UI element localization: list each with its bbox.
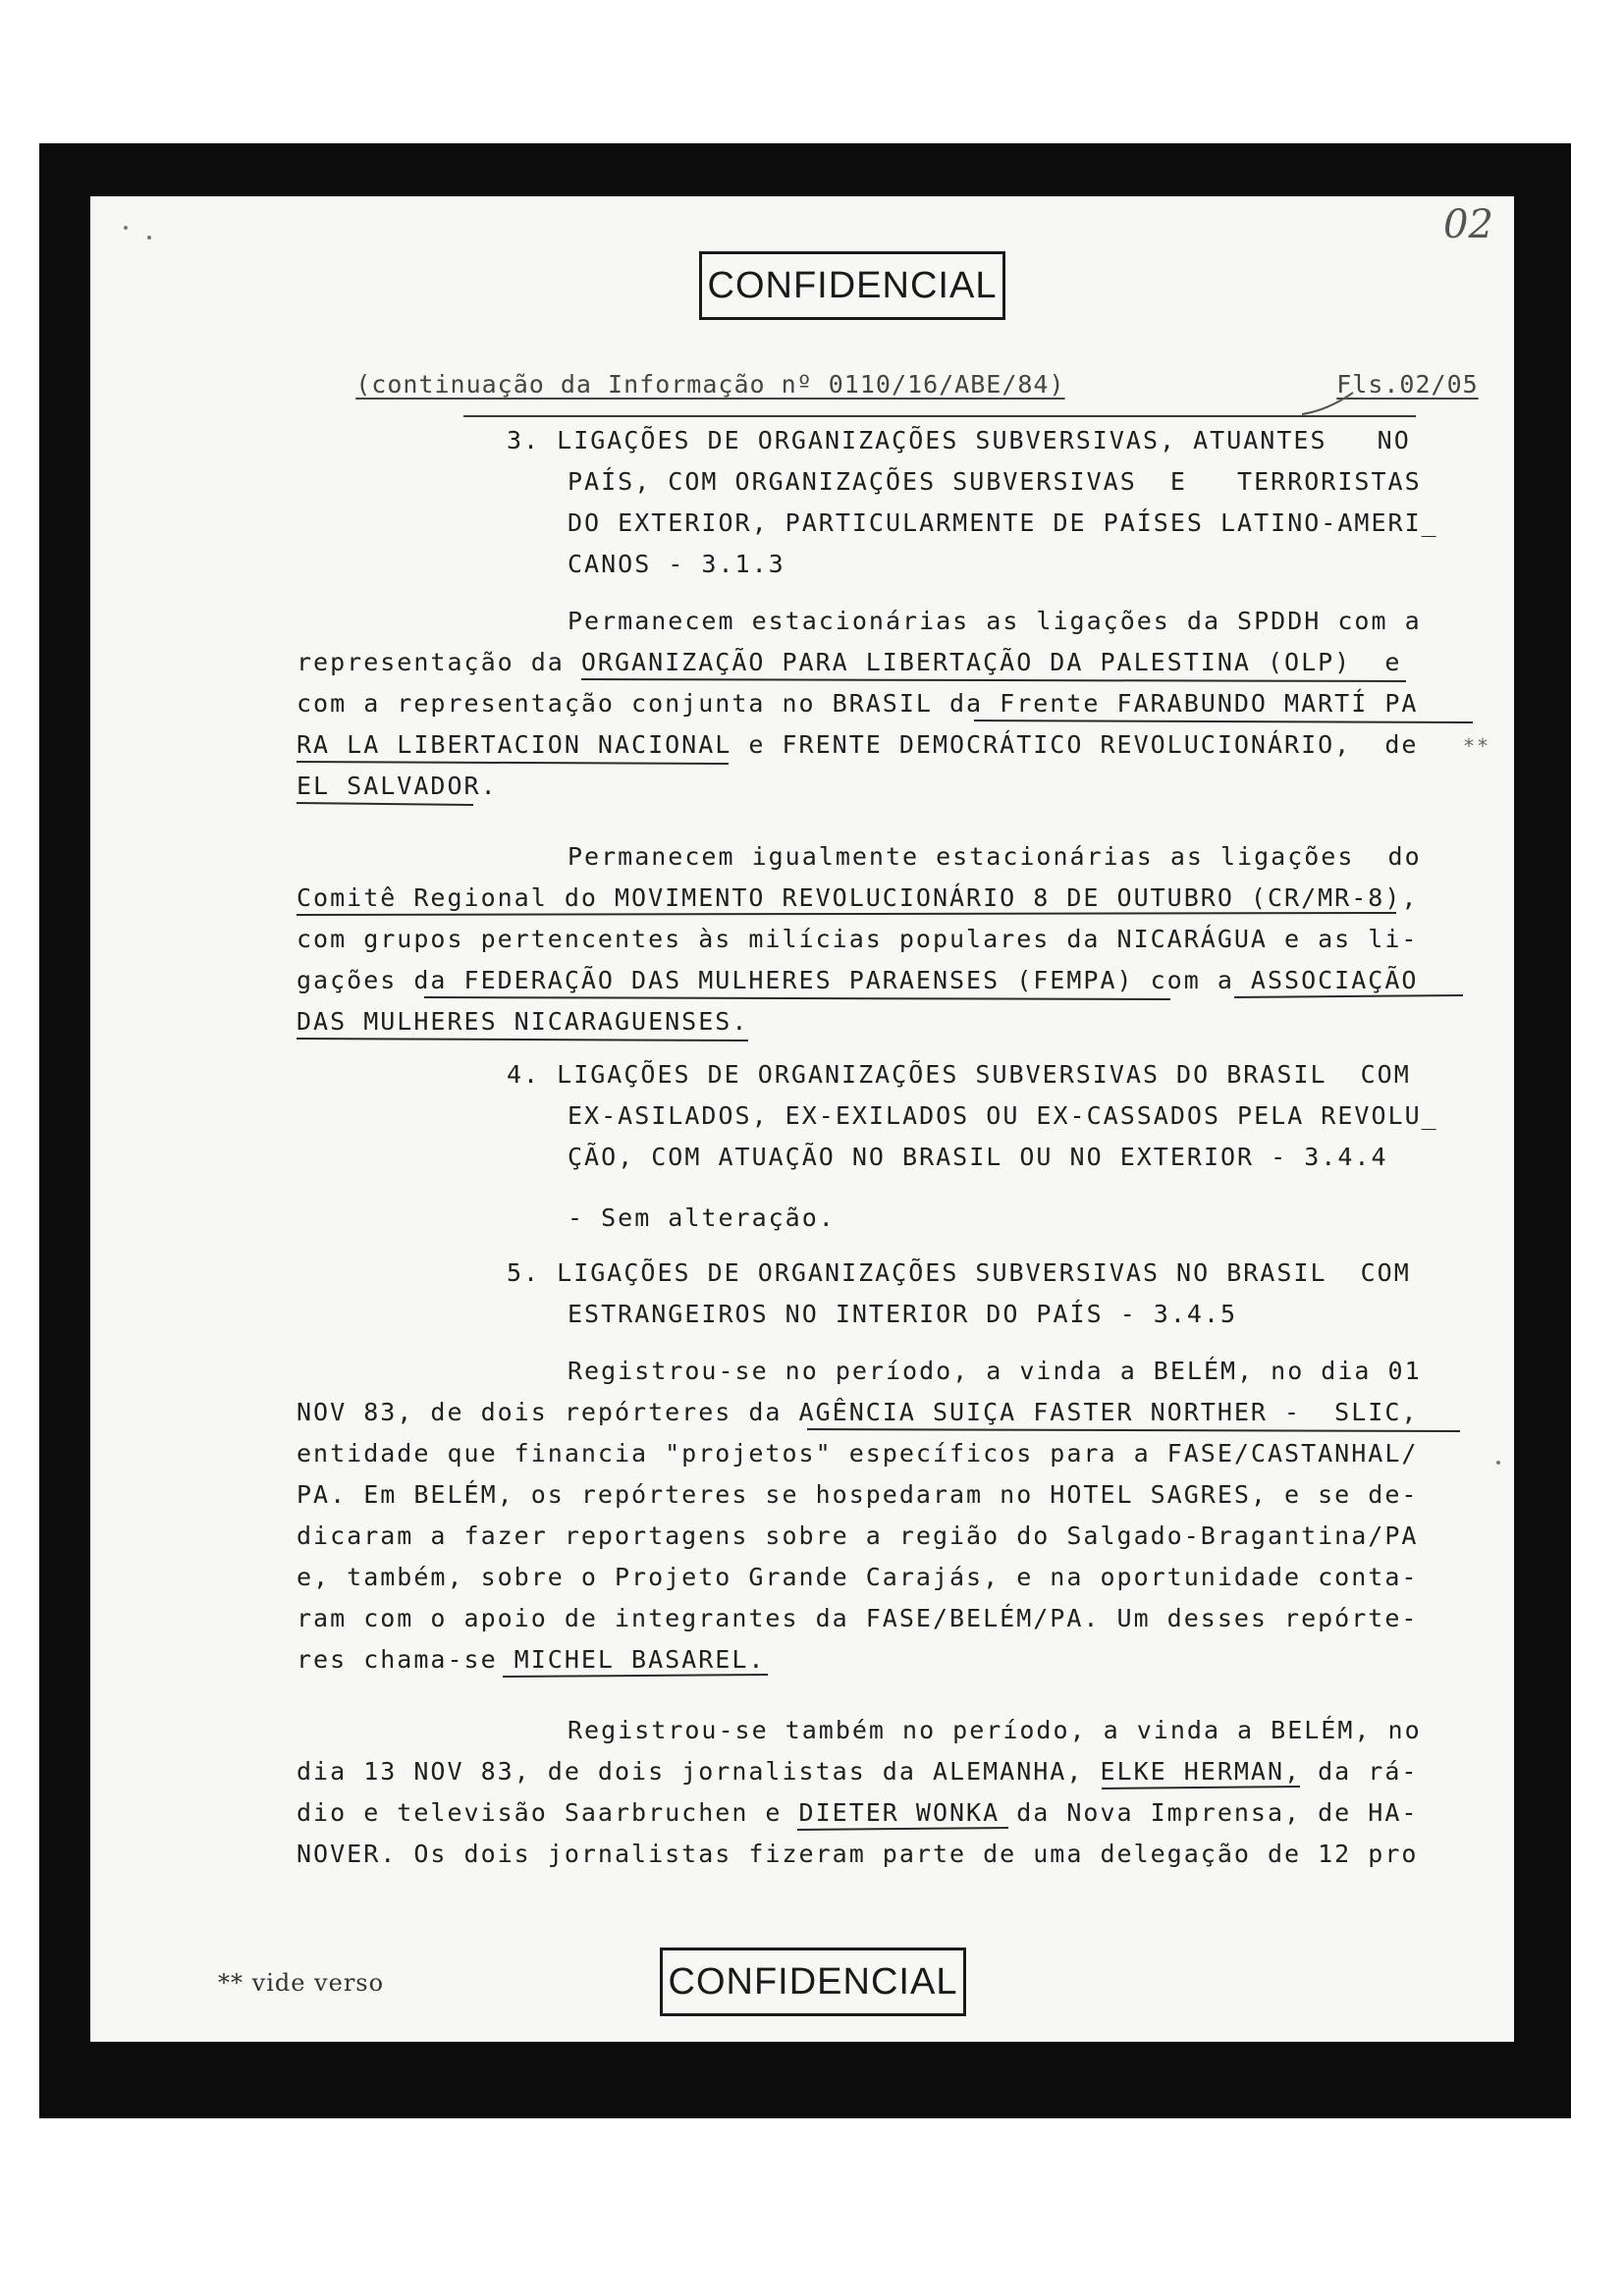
margin-note: **: [1463, 734, 1491, 758]
paragraph-line: com a representação conjunta no BRASIL da Frente FARABUNDO MARTÍ PA: [297, 689, 1419, 718]
confidential-stamp-top: CONFIDENCIAL: [699, 251, 1005, 320]
section-4-heading-line-2: EX-ASILADOS, EX-EXILADOS OU EX-CASSADOS PELA REVOLU_: [568, 1101, 1438, 1130]
paragraph-line: Permanecem estacionárias as ligações da SPDDH com a: [568, 607, 1422, 635]
underline-marks: [90, 196, 1514, 2042]
paragraph-line: RA LA LIBERTACION NACIONAL e FRENTE DEMOCRÁTICO REVOLUCIONÁRIO, de: [297, 730, 1419, 759]
section-4-no-change: - Sem alteração.: [568, 1203, 836, 1232]
underline: [974, 721, 1473, 722]
paragraph-line: dio e televisão Saarbruchen e DIETER WONKA da Nova Imprensa, de HA-: [297, 1798, 1419, 1827]
underline: [297, 803, 473, 805]
document-page: [90, 196, 1514, 2042]
paragraph-line: NOV 83, de dois repórteres da AGÊNCIA SUIÇA FASTER NORTHER - SLIC,: [297, 1398, 1419, 1426]
paragraph-line: e, também, sobre o Projeto Grande Carajás, e na oportunidade conta-: [297, 1563, 1419, 1591]
paragraph-line: dicaram a fazer reportagens sobre a região do Salgado-Bragantina/PA: [297, 1522, 1419, 1550]
underline: [424, 997, 1170, 999]
section-3-heading-line-3: DO EXTERIOR, PARTICULARMENTE DE PAÍSES LATINO-AMERI_: [568, 508, 1438, 537]
underline: [581, 679, 1406, 681]
underline: [297, 1039, 748, 1041]
underline: [297, 762, 729, 764]
section-5-heading-line-2: ESTRANGEIROS NO INTERIOR DO PAÍS - 3.4.5: [568, 1300, 1238, 1328]
section-3-heading-line-2: PAÍS, COM ORGANIZAÇÕES SUBVERSIVAS E TERRORISTAS: [568, 467, 1422, 496]
paragraph-line: Registrou-se também no período, a vinda a BELÉM, no: [568, 1716, 1422, 1744]
paragraph-line: Permanecem igualmente estacionárias as ligações do: [568, 842, 1422, 871]
underline: [297, 913, 1396, 915]
paragraph-line: com grupos pertencentes às milícias populares da NICARÁGUA e as li-: [297, 925, 1419, 953]
underline: [797, 1828, 1008, 1830]
paragraph-line: dia 13 NOV 83, de dois jornalistas da ALEMANHA, ELKE HERMAN, da rá-: [297, 1757, 1419, 1786]
section-5-heading-line-1: 5. LIGAÇÕES DE ORGANIZAÇÕES SUBVERSIVAS NO BRASIL COM: [507, 1258, 1411, 1287]
section-4-heading-line-3: ÇÃO, COM ATUAÇÃO NO BRASIL OU NO EXTERIOR - 3.4.4: [568, 1143, 1388, 1171]
section-4-heading-line-1: 4. LIGAÇÕES DE ORGANIZAÇÕES SUBVERSIVAS DO BRASIL COM: [507, 1060, 1411, 1089]
scan-speck: [147, 236, 151, 240]
section-3-heading-line-1: 3. LIGAÇÕES DE ORGANIZAÇÕES SUBVERSIVAS, ATUANTES NO: [507, 426, 1411, 454]
paragraph-line: NOVER. Os dois jornalistas fizeram parte de uma delegação de 12 pro: [297, 1840, 1419, 1868]
paragraph-line: DAS MULHERES NICARAGUENSES.: [297, 1007, 749, 1036]
paragraph-line: Registrou-se no período, a vinda a BELÉM, no dia 01: [568, 1357, 1422, 1385]
folio-number: Fls.02/05: [1336, 370, 1479, 399]
paragraph-line: res chama-se MICHEL BASAREL.: [297, 1645, 766, 1674]
footer-note: ** vide verso: [218, 1969, 385, 1997]
paragraph-line: EL SALVADOR.: [297, 772, 498, 800]
confidential-stamp-bottom: CONFIDENCIAL: [660, 1948, 966, 2016]
paragraph-line: entidade que financia "projetos" específicos para a FASE/CASTANHAL/: [297, 1439, 1419, 1468]
underline: [1102, 1787, 1300, 1789]
reference-text: (continuação da Informação nº 0110/16/ABE/84): [355, 370, 1065, 399]
scan-speck: [124, 226, 128, 230]
underline: [503, 1675, 768, 1677]
underline: [807, 1429, 1460, 1431]
paragraph-line: ram com o apoio de integrantes da FASE/BELÉM/PA. Um desses repórte-: [297, 1604, 1419, 1632]
scan-speck: [1496, 1461, 1500, 1465]
paragraph-line: Comitê Regional do MOVIMENTO REVOLUCIONÁRIO 8 DE OUTUBRO (CR/MR-8),: [297, 883, 1419, 912]
page-mark: 02: [1443, 202, 1493, 247]
section-3-heading-line-4: CANOS - 3.1.3: [568, 550, 785, 578]
paragraph-line: PA. Em BELÉM, os repórteres se hospedaram no HOTEL SAGRES, e se de-: [297, 1480, 1419, 1509]
paragraph-line: representação da ORGANIZAÇÃO PARA LIBERTAÇÃO DA PALESTINA (OLP) e: [297, 648, 1402, 676]
paragraph-line: gações da FEDERAÇÃO DAS MULHERES PARAENSES (FEMPA) com a ASSOCIAÇÃO: [297, 966, 1419, 994]
underline: [1234, 995, 1463, 997]
